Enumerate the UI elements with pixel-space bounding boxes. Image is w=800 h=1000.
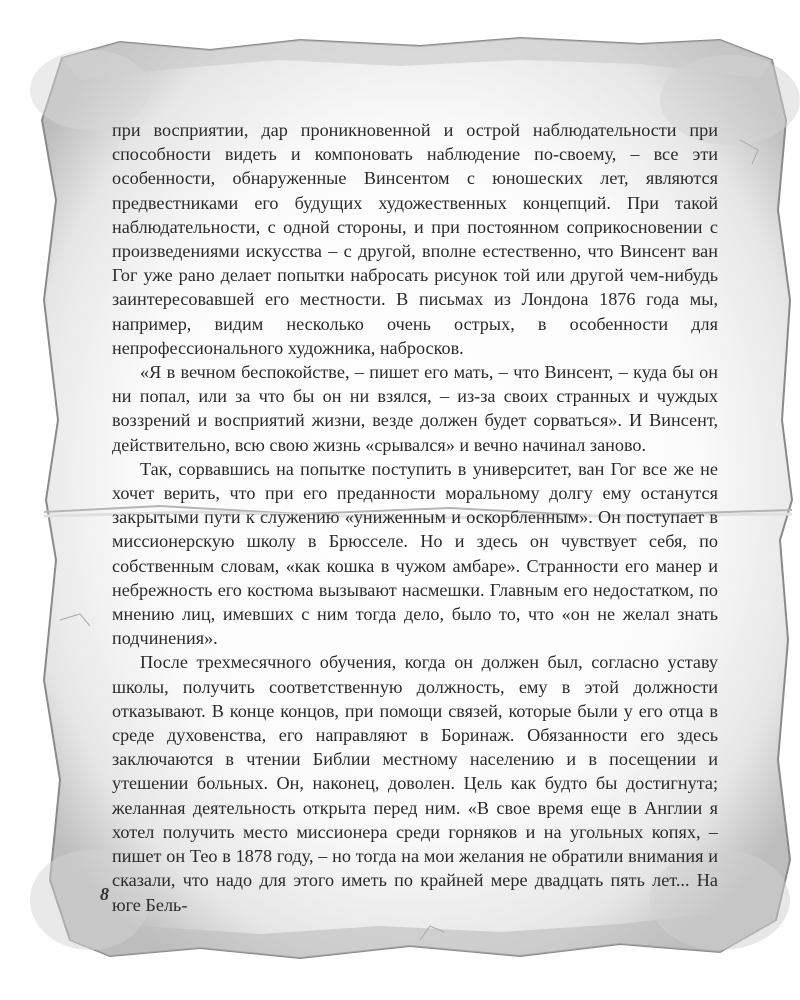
- paragraph-3: Так, сорвавшись на попытке поступить в университет, ван Гог все же не хочет верить, что при его преданности моральному долгу ему останутся закрытыми пути к служению «униженным и оскорбленным». Он поступает в миссионерскую школу в Брюсселе. Но и здесь он чувствует себя, по собственным словам, «как кошка в чужом амбаре». Странности его манер и небрежность его костюма вызывают насмешки. Главным его недостатком, по мнению лиц, имевших с ним тогда дело, было то, что «он не желал знать подчинения».: [112, 458, 718, 649]
- paragraph-2: «Я в вечном беспокойствe, – пишет его мать, – что Винсент, – куда бы он ни попал, или за что бы он ни взялся, – из-за своих странных и чуждых воззрений и восприятий жизни, везде должен будет сорваться». И Винсент, действительно, всю свою жизнь «срывался» и вечно начинал заново.: [112, 362, 718, 455]
- page-number: 8: [100, 884, 109, 904]
- paragraph-4: После трехмесячного обучения, когда он должен был, согласно уставу школы, получить соответственную должность, ему в этой должности отказывают. В конце концов, при помощи связей, которые были у его отца в среде духовенства, его направляют в Боринаж. Обязанности его здесь заключаются в чтении Библии местному населению и в посещении и утешении больных. Он, наконец, доволен. Цель как будто бы достигнута; желанная деятельность открыта перед ним. «В свое время еще в Англии я хотел получить место миссионера среди горняков и на угольных копях, – пишет он Тео в 1878 году, – но тогда на мои желания не обратили внимания и сказали, что надо для этого иметь по крайней мере двадцать пять лет... На юге Бель-: [112, 652, 718, 915]
- page-body-text: [112, 118, 718, 917]
- paragraph-1: при восприятии, дар проникновенной и острой наблюдательности при способности видеть и компоновать наблюдение по-своему, – все эти особенности, обнаруженные Винсентом с юношеских лет, являются предвестниками его будущих художественных концепций. При такой наблюдательности, с одной стороны, и при постоянном соприкосновении с произведениями искусства – с другой, вполне естественно, что Винсент ван Гог уже рано делает попытки набросать рисунок той или другой чем-нибудь заинтересовавшей его местности. В письмах из Лондона 1876 года мы, например, видим несколько очень острых, в особенности для непрофессионального художника, набросков.: [112, 120, 718, 358]
